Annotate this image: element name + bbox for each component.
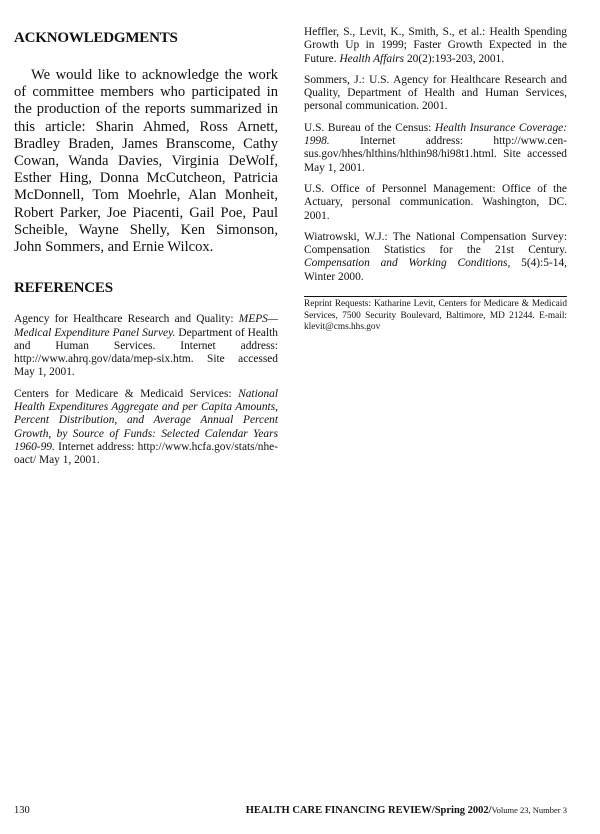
reprint-requests: Reprint Requests: Katharine Levit, Centers for Medicare & Medicaid Services, 7500 Security Boulevard, Baltimore, MD 21244. E-mail: klevit@cms.hhs.gov (304, 299, 567, 333)
right-column (304, 26, 567, 334)
reference-entry: Sommers, J.: U.S. Agency for Healthcare Research and Quality, Department of Health and Human Services, personal communication. 2001. (304, 73, 567, 113)
reference-entry: Agency for Healthcare Research and Quality: MEPS—Medical Expenditure Panel Survey. Department of Health and Human Services. Internet address: http://www.ahrq.gov/data/mep-six.htm. Site accessed May 1, 2001. (14, 313, 278, 379)
reference-entry: U.S. Bureau of the Census: Health Insurance Coverage: 1998. Internet address: http://www.cen-sus.gov/hhes/hlthins/hlthin98/hi98t1.html. Site accessed May 1, 2001. (304, 121, 567, 174)
divider (304, 296, 567, 297)
acknowledgments-heading: ACKNOWLEDGMENTS (14, 30, 178, 46)
references-heading: REFERENCES (14, 280, 113, 297)
left-column (14, 26, 278, 476)
reference-entry: Heffler, S., Levit, K., Smith, S., et al.: Health Spending Growth Up in 1999; Faster Growth Expected in the Future. Health Affairs 20(2):193-203, 2001. (304, 26, 567, 65)
page-number: 130 (14, 805, 30, 816)
journal-citation: HEALTH CARE FINANCING REVIEW/Spring 2002/Volume 23, Number 3 (245, 805, 567, 816)
acknowledgments-body: We would like to acknowledge the work of committee members who participated in the production of the reports summarized in this article: Sharin Ahmed, Ross Arnett, Bradley Braden, James Branscome, Cathy Cowan, Wanda Davies, Virginia DeWolf, Esther Hing, Donna McCutcheon, Patricia McDonnell, Tom Moehrle, Alan Monheit, Robert Parker, Joe Piacenti, Gail Poe, Paul Scheible, Wayne Shelly, Ken Simonson, John Sommers, and Ernie Wilcox. (14, 67, 278, 256)
reference-entry: Centers for Medicare & Medicaid Services: National Health Expenditures Aggregate and per Capita Amounts, Percent Distribution, and Average Annual Percent Growth, by Source of Funds: Selected Calendar Years 1960-99. Internet address: http://www.hcfa.gov/stats/nhe-oact/ May 1, 2001. (14, 387, 278, 467)
reference-entry: U.S. Office of Personnel Management: Office of the Actuary, personal communication. Washington, DC. 2001. (304, 182, 567, 222)
reference-entry: Wiatrowski, W.J.: The National Compensation Survey: Compensation Statistics for the 21st Century. Compensation and Working Conditions, 5(4):5-14, Winter 2000. (304, 230, 567, 283)
